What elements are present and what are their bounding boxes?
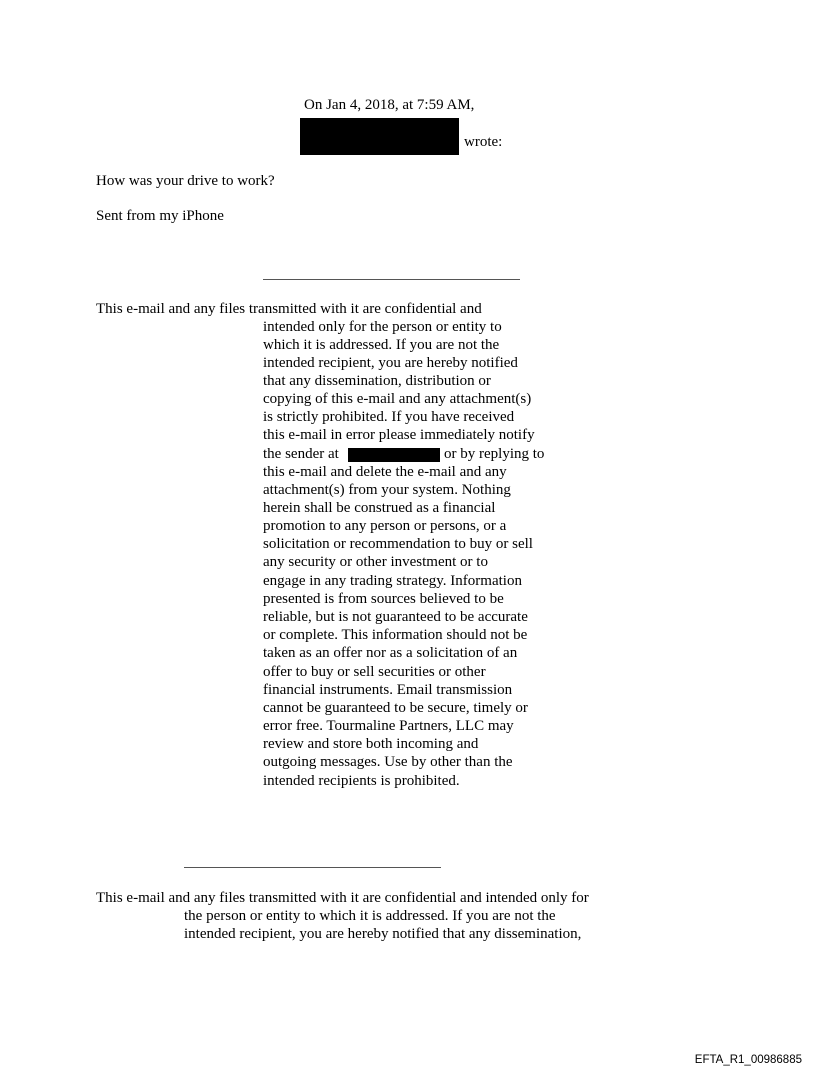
divider-line <box>263 279 520 280</box>
disclaimer-line: this e-mail and delete the e-mail and any <box>263 464 507 480</box>
disclaimer-line: that any dissemination, distribution or <box>263 373 491 389</box>
disclaimer-line: copying of this e-mail and any attachment(s) <box>263 391 532 407</box>
disclaimer-line: attachment(s) from your system. Nothing <box>263 482 511 498</box>
redacted-sender-contact <box>348 448 440 462</box>
disclaimer-line: solicitation or recommendation to buy or sell <box>263 536 533 552</box>
disclaimer-line: herein shall be construed as a financial <box>263 500 496 516</box>
divider-line <box>184 867 441 868</box>
document-id: EFTA_R1_00986885 <box>694 1054 802 1066</box>
sender-suffix: or by replying to <box>444 446 545 462</box>
redacted-sender-name <box>300 118 459 155</box>
disclaimer-line: promotion to any person or persons, or a <box>263 518 507 534</box>
sender-prefix: the sender at <box>263 446 339 462</box>
disclaimer-line: offer to buy or sell securities or other <box>263 664 486 680</box>
disclaimer-line: presented is from sources believed to be <box>263 591 504 607</box>
disclaimer-line: which it is addressed. If you are not the <box>263 337 500 353</box>
disclaimer-line: intended recipient, you are hereby notified <box>263 355 518 371</box>
disclaimer-line: or complete. This information should not be <box>263 627 528 643</box>
message-signature: Sent from my iPhone <box>96 208 224 224</box>
disclaimer-line: reliable, but is not guaranteed to be accurate <box>263 609 528 625</box>
message-body: How was your drive to work? <box>96 173 275 189</box>
reply-date-line: On Jan 4, 2018, at 7:59 AM, <box>304 97 475 113</box>
disclaimer-line: any security or other investment or to <box>263 554 488 570</box>
disclaimer-first-line: This e-mail and any files transmitted with it are confidential and <box>96 301 482 317</box>
disclaimer-line: this e-mail in error please immediately notify <box>263 427 535 443</box>
disclaimer-line: engage in any trading strategy. Information <box>263 573 522 589</box>
disclaimer-line: outgoing messages. Use by other than the <box>263 754 513 770</box>
disclaimer-line: review and store both incoming and <box>263 736 479 752</box>
disclaimer-line: cannot be guaranteed to be secure, timely or <box>263 700 528 716</box>
disclaimer-line: taken as an offer nor as a solicitation of an <box>263 645 518 661</box>
disclaimer-line: intended recipient, you are hereby notified that any dissemination, <box>184 926 582 942</box>
disclaimer-first-line: This e-mail and any files transmitted with it are confidential and intended only for <box>96 890 589 906</box>
disclaimer-line: intended only for the person or entity to <box>263 319 502 335</box>
disclaimer-line: error free. Tourmaline Partners, LLC may <box>263 718 514 734</box>
disclaimer-line: financial instruments. Email transmission <box>263 682 513 698</box>
disclaimer-line: the person or entity to which it is addressed. If you are not the <box>184 908 556 924</box>
wrote-label: wrote: <box>464 134 503 150</box>
disclaimer-line: intended recipients is prohibited. <box>263 773 460 789</box>
disclaimer-line: is strictly prohibited. If you have received <box>263 409 515 425</box>
